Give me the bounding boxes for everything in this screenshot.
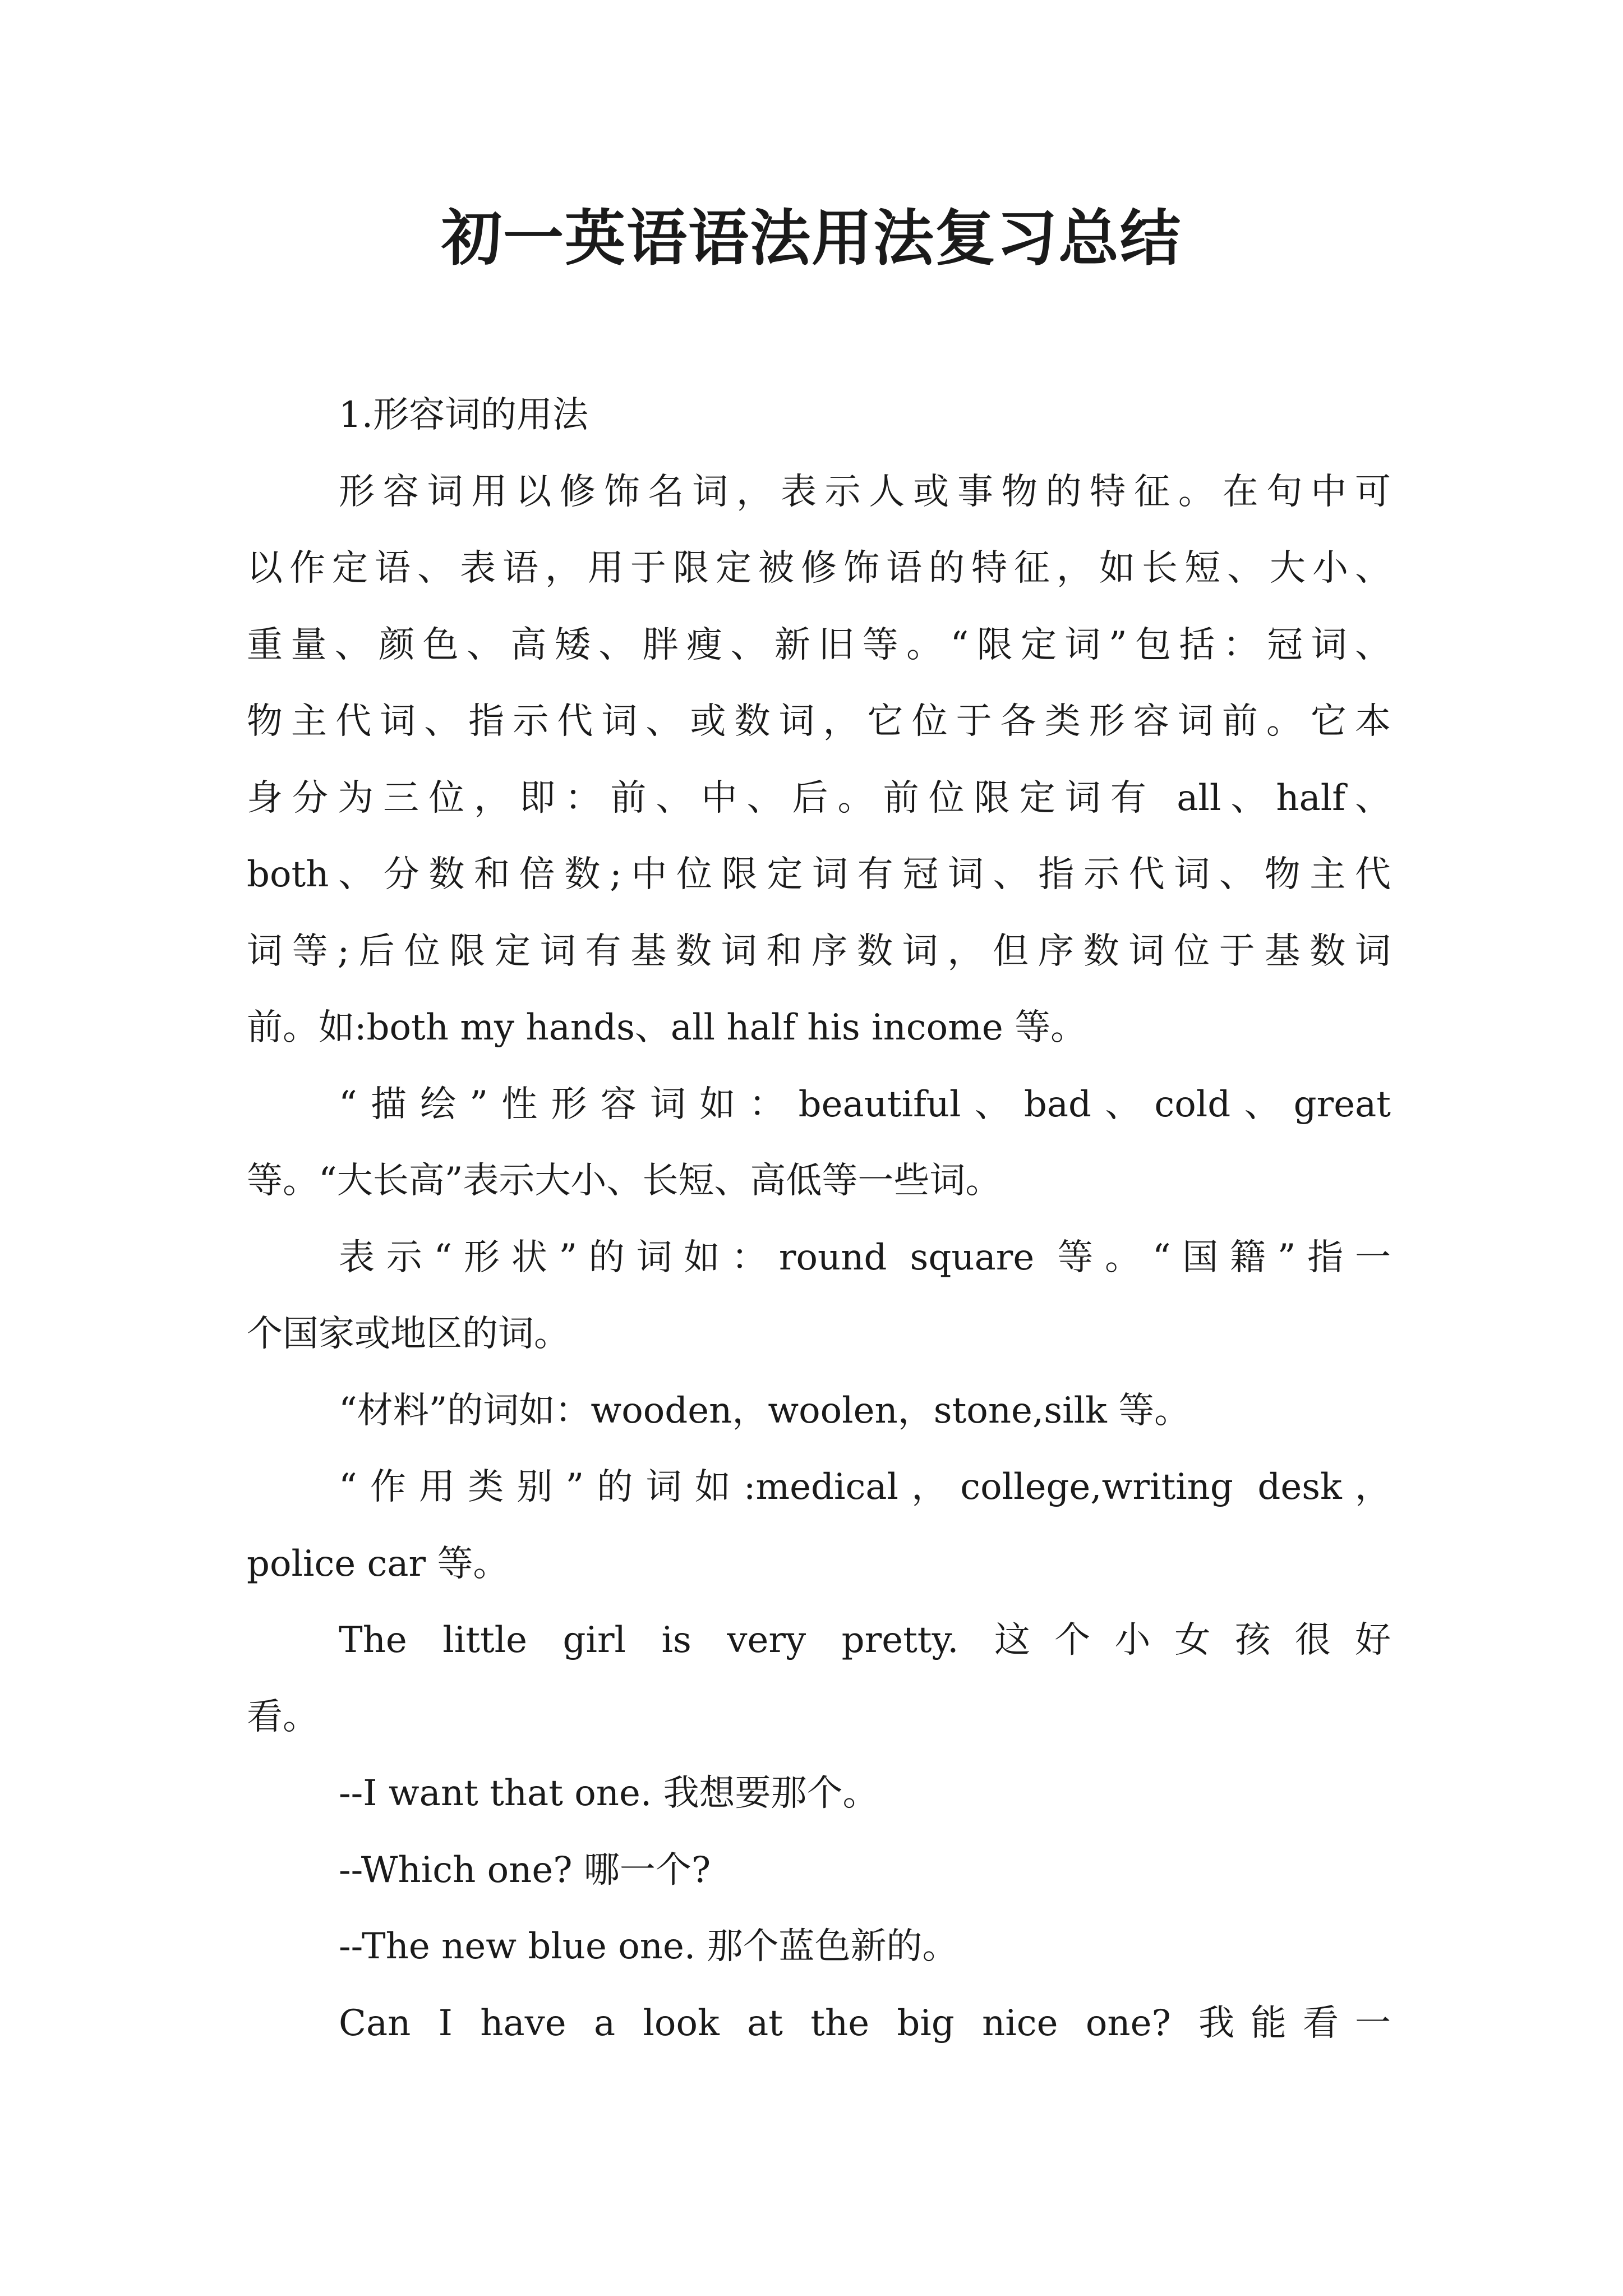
text-line: “作用类别”的词如:medical，college,writing desk， [339,1466,1391,1508]
text-line: --I want that one. 我想要那个。 [339,1773,879,1814]
text-line: “描绘”性形容词如：beautiful、bad、cold、great [339,1083,1391,1125]
text-line: 以作定语、表语，用于限定被修饰语的特征，如长短、大小、 [247,547,1391,589]
text-line: Can I have a look at the big nice one? 我能看一 [339,2002,1391,2044]
text-line: 前。如:both my hands、all half his income 等。 [247,1007,1087,1048]
text-line: 词等;后位限定词有基数词和序数词，但序数词位于基数词 [247,930,1391,972]
text-line: 重量、颜色、高矮、胖瘦、新旧等。“限定词”包括：冠词、 [247,624,1391,666]
text-line: 等。“大长高”表示大小、长短、高低等一些词。 [247,1160,1002,1202]
text-line: “材料”的词如：wooden，woolen，stone,silk 等。 [339,1389,1191,1432]
text-line: 身分为三位，即：前、中、后。前位限定词有 all、half、 [247,777,1391,819]
document-body [247,377,1391,2062]
text-line: 看。 [247,1696,319,1738]
text-line: --Which one? 哪一个? [339,1849,711,1891]
text-line: 形容词用以修饰名词，表示人或事物的特征。在句中可 [339,471,1391,513]
text-line: both、分数和倍数;中位限定词有冠词、指示代词、物主代 [247,854,1391,895]
text-line: 个国家或地区的词。 [247,1313,570,1355]
text-line: 表示“形状”的词如：round square 等。“国籍”指一 [339,1236,1391,1278]
text-line: 1.形容词的用法 [339,394,589,436]
text-line: police car 等。 [247,1543,509,1585]
text-line: 物主代词、指示代词、或数词，它位于各类形容词前。它本 [247,701,1391,742]
text-line: --The new blue one. 那个蓝色新的。 [339,1926,958,1967]
text-line: The little girl is very pretty. 这个小女孩很好 [339,1619,1391,1661]
document-title: 初一英语语法用法复习总结 [441,203,1182,274]
